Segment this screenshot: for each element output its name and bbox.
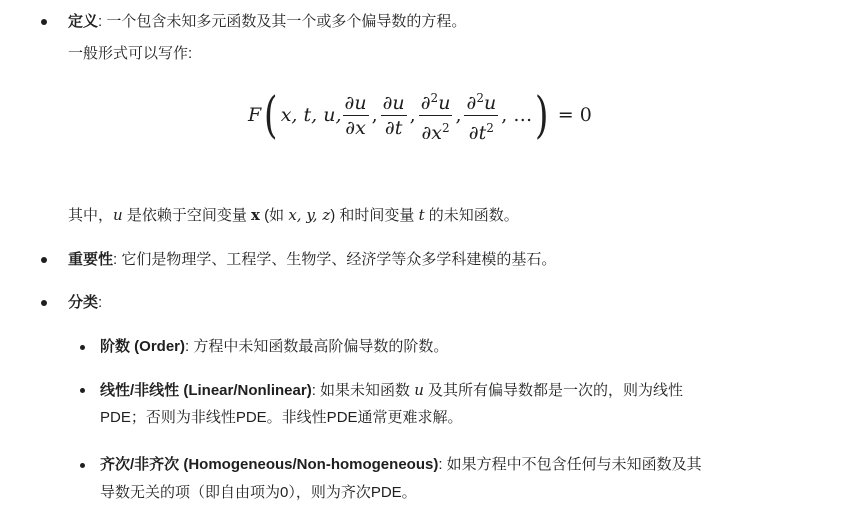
where-text-5: 的未知函数。 [424,207,519,224]
eq-rhs: = 0 [557,104,592,126]
where-text-1: 其中， [68,207,114,224]
where-text-4: ) 和时间变量 [330,207,419,224]
eq-frac3-num: ∂$^2$u [419,86,453,116]
eq-F: F [248,104,262,126]
linearity-text-a: : 如果未知函数 [311,382,415,399]
linearity-label: 线性/非线性 (Linear/Nonlinear) [100,382,312,399]
eq-args-start: x, t, u, [280,104,342,126]
eq-frac2-den: ∂t [384,116,403,139]
homogeneity-text: : 如果方程中不包含任何与未知函数及其 [438,456,702,473]
definition-text: : 一个包含未知多元函数及其一个或多个偏导数的方程。 [98,13,467,30]
linearity-text-b: 及其所有偏导数都是一次的，则为线性 [423,382,684,399]
linearity-var-u: u [414,381,424,399]
homogeneity-line-1 [100,453,702,477]
eq-frac3-den: $\partial x^2$ [421,120,450,144]
linearity-line-1 [100,378,683,403]
general-form-line: 一般形式可以写作: [68,45,193,62]
bullet-homogeneity [80,463,85,468]
importance-text: : 它们是物理学、工程学、生物学、经济学等众多学科建模的基石。 [113,251,557,268]
where-line [68,203,519,228]
where-var-t: t [418,206,425,224]
eq-left-paren: ( [264,86,278,144]
bullet-classification [41,300,47,306]
eq-frac-d2u-dx2 [419,86,453,145]
eq-frac-du-dx [343,91,369,140]
order-text: : 方程中未知函数最高阶偏导数的阶数。 [185,338,449,355]
pde-general-form-equation: F ( x, t, u, $\frac{\partial u}{\partial x}$ , $\frac{\partial u}{\partial t}$ , $\frac{\partial^2u}{\partial x^2}$ , $\frac{\partial^2u}{\partial t^2}$ , … ) = 0 [248,86,592,144]
where-text-2: 是依赖于空间变量 [122,207,252,224]
order-line [100,335,448,359]
bullet-linearity [80,388,85,393]
classification-text: : [98,294,103,311]
homogeneity-label: 齐次/非齐次 (Homogeneous/Non-homogeneous) [100,456,439,473]
importance-label: 重要性 [68,251,114,268]
definition-line [68,10,466,34]
eq-frac4-num: ∂$^2$u [464,86,498,116]
order-label: 阶数 (Order) [100,338,186,355]
linearity-line-2: PDE；否则为非线性PDE。非线性PDE通常更难求解。 [100,409,463,426]
eq-frac-d2u-dt2 [464,86,498,145]
classification-line [68,291,102,315]
eq-frac1-den: ∂x [345,116,366,139]
eq-right-paren: ) [535,86,549,144]
eq-ellipsis: … [513,104,533,126]
bullet-order [80,345,85,350]
bullet-importance [41,257,47,263]
where-var-x-vector: x [251,206,260,224]
eq-frac4-den: $\partial t^2$ [468,120,494,144]
where-vars-xyz: x, y, z [288,206,331,224]
eq-frac1-num: ∂u [344,91,367,114]
eq-frac-du-dt [381,91,407,140]
where-text-3: (如 [259,207,289,224]
homogeneity-line-2: 导数无关的项（即自由项为0），则为齐次PDE。 [100,484,417,501]
eq-frac2-num: ∂u [382,91,405,114]
importance-line [68,248,556,272]
bullet-definition [41,19,47,25]
definition-label: 定义 [68,13,99,30]
where-var-u: u [113,206,123,224]
classification-label: 分类 [68,294,99,311]
